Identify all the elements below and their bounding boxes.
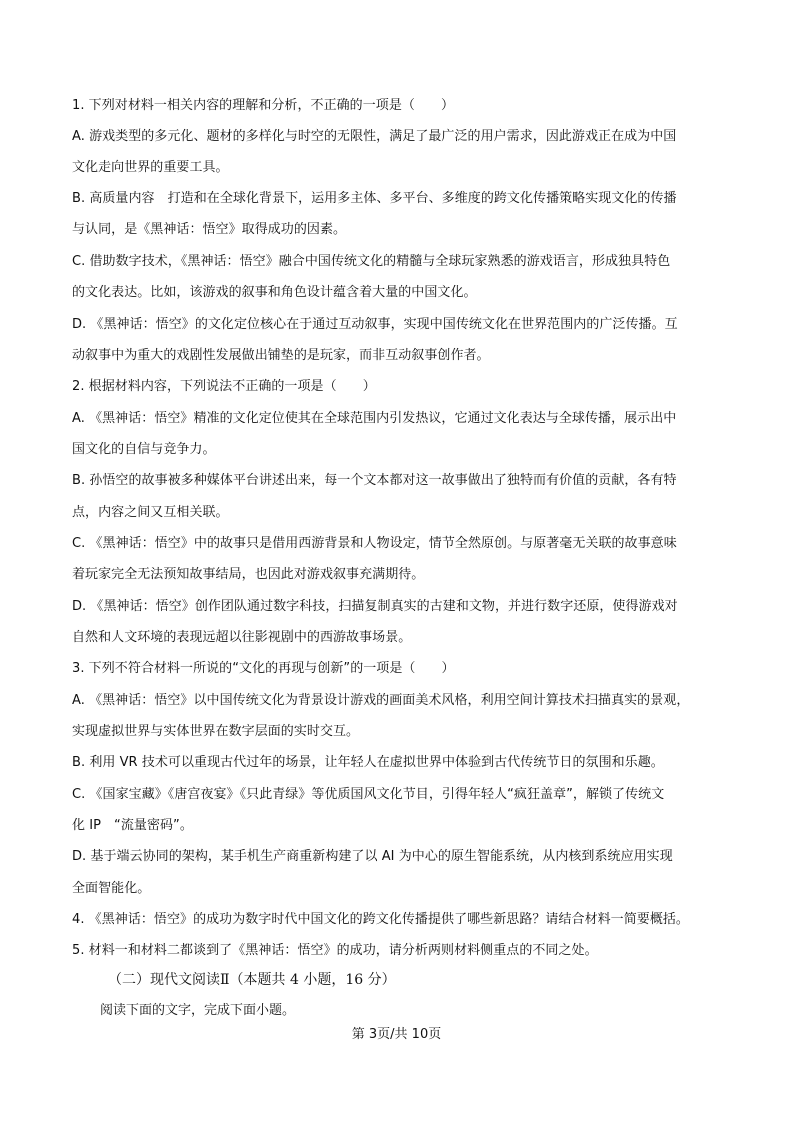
text-line: B. 利用 VR 技术可以重现古代过年的场景，让年轻人在虚拟世界中体验到古代传统节日的氛围和乐趣。 — [72, 755, 664, 770]
text-line: 2. 根据材料内容，下列说法不正确的一项是（ ） — [72, 379, 376, 394]
text-line: 4. 《黑神话：悟空》的成功为数字时代中国文化的跨文化传播提供了哪些新思路？请结合材料一简要概括。 — [72, 912, 689, 927]
page-footer: 第 3页/共 10页 — [351, 1027, 442, 1042]
section-intro: 阅读下面的文字，完成下面小题。 — [100, 1003, 296, 1018]
text-line: 5. 材料一和材料二都谈到了《黑神话：悟空》的成功，请分析两则材料侧重点的不同之处。 — [72, 943, 598, 958]
text-line: D. 基于端云协同的架构，某手机生产商重新构建了以 AI 为中心的原生智能系统，从内核到系统应用实现 — [72, 849, 673, 864]
text-line: 动叙事中为重大的戏剧性发展做出铺垫的是玩家，而非互动叙事创作者。 — [72, 348, 490, 363]
text-line: D. 《黑神话：悟空》创作团队通过数字科技，扫描复制真实的古建和文物，并进行数字还原，使得游戏对 — [72, 599, 678, 614]
text-line: 与认同，是《黑神话：悟空》取得成功的因素。 — [72, 222, 347, 237]
text-line: 实现虚拟世界与实体世界在数字层面的实时交互。 — [72, 724, 360, 739]
text-line: B. 孙悟空的故事被多种媒体平台讲述出来，每一个文本都对这一故事做出了独特而有价值的贡献，各有特 — [72, 473, 677, 488]
text-line: A. 《黑神话：悟空》精准的文化定位使其在全球范围内引发热议，它通过文化表达与全球传播，展示出中 — [72, 411, 677, 426]
text-line: C. 《国家宝藏》《唐宫夜宴》《只此青绿》等优质国风文化节目，引得年轻人“疯狂盖章”，解锁了传统文 — [72, 787, 665, 802]
section-title: （二）现代文阅读Ⅱ（本题共 4 小题，16 分） — [108, 972, 396, 988]
text-line: 3. 下列不符合材料一所说的“文化的再现与创新”的一项是（ ） — [72, 661, 455, 676]
text-line: A. 游戏类型的多元化、题材的多样化与时空的无限性，满足了最广泛的用户需求，因此游戏正在成为中国 — [72, 129, 677, 144]
text-line: 着玩家完全无法预知故事结局，也因此对游戏叙事充满期待。 — [72, 567, 425, 582]
text-line: 自然和人文环境的表现远超以往影视剧中的西游故事场景。 — [72, 630, 412, 645]
text-line: 1. 下列对材料一相关内容的理解和分析，不正确的一项是（ ） — [72, 98, 455, 113]
text-line: C. 《黑神话：悟空》中的故事只是借用西游背景和人物设定，情节全然原创。与原著毫无关联的故事意味 — [72, 536, 677, 551]
text-line: 化 IP “流量密码”。 — [72, 818, 193, 833]
text-line: 的文化表达。比如，该游戏的叙事和角色设计蕴含着大量的中国文化。 — [72, 285, 477, 300]
text-line: 国文化的自信与竞争力。 — [72, 442, 216, 457]
text-line: C. 借助数字技术，《黑神话：悟空》融合中国传统文化的精髓与全球玩家熟悉的游戏语言，形成独具特色 — [72, 254, 671, 269]
text-line: A. 《黑神话：悟空》以中国传统文化为背景设计游戏的画面美术风格，利用空间计算技术扫描真实的景观， — [72, 693, 690, 708]
text-line: 点，内容之间又互相关联。 — [72, 505, 229, 520]
text-line: 文化走向世界的重要工具。 — [72, 160, 229, 175]
text-line: B. 高质量内容 打造和在全球化背景下，运用多主体、多平台、多维度的跨文化传播策略实现文化的传播 — [72, 191, 677, 206]
text-line: 全面智能化。 — [72, 881, 151, 896]
text-line: D. 《黑神话：悟空》的文化定位核心在于通过互动叙事，实现中国传统文化在世界范围内的广泛传播。互 — [72, 317, 678, 332]
